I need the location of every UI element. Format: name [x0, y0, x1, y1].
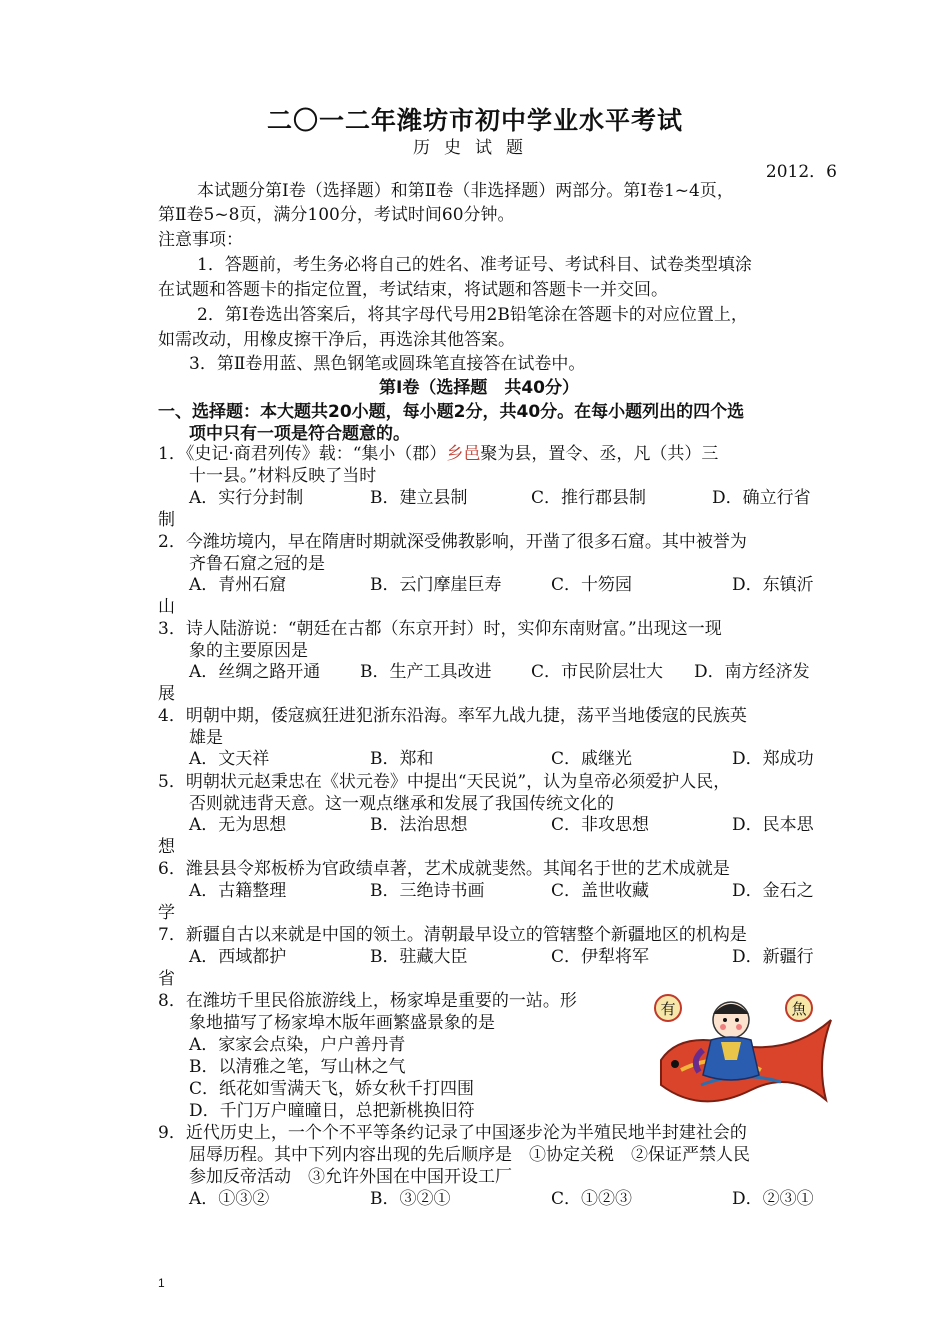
- q9-option-a: A．①③②: [189, 1189, 270, 1209]
- q7-option-wrap: 省: [158, 969, 175, 989]
- q1-text-b: 聚为县，置令、丞，凡（共）三: [480, 444, 719, 464]
- q9-option-b: B．③②①: [370, 1189, 451, 1209]
- q1-option-d: D．确立行省: [712, 488, 811, 508]
- question-4-stem: 4．明朝中期，倭寇疯狂进犯浙东沿海。率军九战九捷，荡平当地倭寇的民族英: [158, 706, 747, 726]
- nianhua-char-left: 有: [660, 1000, 676, 1018]
- q4-option-b: B．郑和: [370, 749, 434, 769]
- q8-option-b: B．以清雅之笔，写山林之气: [189, 1057, 406, 1077]
- q6-option-c: C．盖世收藏: [551, 881, 650, 901]
- q1-text-a: 1．《史记·商君列传》载：“集小（郡）: [158, 444, 447, 464]
- question-1-stem: [158, 443, 718, 465]
- q2-option-b: B．云门摩崖巨寿: [370, 575, 502, 595]
- q1-red-text: 乡邑: [446, 444, 481, 464]
- question-8-stem-2: 象地描写了杨家埠木版年画繁盛景象的是: [189, 1013, 495, 1033]
- question-6-stem: 6．潍县县令郑板桥为官政绩卓著，艺术成就斐然。其闻名于世的艺术成就是: [158, 859, 730, 879]
- question-2-stem: 2．今潍坊境内，早在隋唐时期就深受佛教影响，开凿了很多石窟。其中被誉为: [158, 532, 747, 552]
- section-heading: 第Ⅰ卷（选择题 共40分）: [379, 378, 579, 398]
- q3-option-d: D．南方经济发: [694, 662, 810, 682]
- boy-eye-right: [735, 1018, 739, 1022]
- q1-option-c: C．推行郡县制: [531, 488, 647, 508]
- q5-option-b: B．法治思想: [370, 815, 468, 835]
- q1-option-a: A．实行分封制: [189, 488, 304, 508]
- exam-title: 二〇一二年潍坊市初中学业水平考试: [266, 106, 683, 135]
- q5-option-a: A．无为思想: [189, 815, 287, 835]
- q9-option-c: C．①②③: [551, 1189, 633, 1209]
- nianhua-char-right: 魚: [791, 1000, 807, 1018]
- q3-option-wrap: 展: [158, 684, 175, 704]
- question-9-stem-3: 参加反帝活动 ③允许外国在中国开设工厂: [189, 1167, 512, 1187]
- intro-line-2: 第Ⅱ卷5~8页，满分100分，考试时间60分钟。: [158, 205, 515, 225]
- exam-date: 2012．6: [765, 162, 837, 182]
- q1-option-wrap: 制: [158, 510, 175, 530]
- notice-2b: 如需改动，用橡皮擦干净后，再选涂其他答案。: [158, 330, 515, 350]
- q2-option-d: D．东镇沂: [732, 575, 814, 595]
- question-9-stem: 9．近代历史上，一个个不平等条约记录了中国逐步沦为半殖民地半封建社会的: [158, 1123, 747, 1143]
- q8-option-c: C．纸花如雪满天飞，娇女秋千打四围: [189, 1079, 475, 1099]
- q2-option-wrap: 山: [158, 597, 175, 617]
- boy-cheek-left: [720, 1024, 726, 1030]
- notice-label: 注意事项：: [158, 230, 243, 250]
- question-5-stem: 5．明朝状元赵秉忠在《状元卷》中提出“天民说”，认为皇帝必须爱护人民，: [158, 772, 731, 792]
- q5-option-d: D．民本思: [732, 815, 814, 835]
- question-3-stem-2: 象的主要原因是: [189, 641, 308, 661]
- question-5-stem-2: 否则就违背天意。这一观点继承和发展了我国传统文化的: [189, 794, 614, 814]
- question-4-stem-2: 雄是: [189, 728, 223, 748]
- q3-option-c: C．市民阶层壮大: [531, 662, 664, 682]
- exam-subtitle: 历史试题: [413, 138, 537, 158]
- q4-option-c: C．戚继光: [551, 749, 633, 769]
- q4-option-d: D．郑成功: [732, 749, 814, 769]
- question-3-stem: 3．诗人陆游说：“朝廷在古都（东京开封）时，实仰东南财富。”出现这一现: [158, 619, 722, 639]
- q6-option-d: D．金石之: [732, 881, 814, 901]
- q5-option-c: C．非攻思想: [551, 815, 650, 835]
- intro-line-1: 本试题分第Ⅰ卷（选择题）和第Ⅱ卷（非选择题）两部分。第Ⅰ卷1~4页，: [197, 181, 734, 201]
- q1-option-b: B．建立县制: [370, 488, 468, 508]
- notice-1b: 在试题和答题卡的指定位置，考试结束，将试题和答题卡一并交回。: [158, 280, 668, 300]
- nianhua-illustration: [641, 990, 837, 1115]
- question-2-stem-2: 齐鲁石窟之冠的是: [189, 554, 325, 574]
- q8-option-d: D．千门万户曈曈日，总把新桃换旧符: [189, 1101, 475, 1121]
- page-number: 1: [158, 1276, 165, 1290]
- question-1-stem-2: 十一县。”材料反映了当时: [189, 466, 377, 486]
- q6-option-wrap: 学: [158, 903, 175, 923]
- question-8-stem: 8．在潍坊千里民俗旅游线上，杨家埠是重要的一站。形: [158, 991, 577, 1011]
- section-instruction-1: 一、选择题：本大题共20小题，每小题2分，共40分。在每小题列出的四个选: [158, 402, 745, 422]
- q2-option-c: C．十笏园: [551, 575, 633, 595]
- question-7-stem: 7．新疆自古以来就是中国的领土。清朝最早设立的管辖整个新疆地区的机构是: [158, 925, 747, 945]
- notice-1a: 1．答题前，考生务必将自己的姓名、准考证号、考试科目、试卷类型填涂: [197, 255, 752, 275]
- q7-option-a: A．西域都护: [189, 947, 287, 967]
- question-9-stem-2: 屈辱历程。其中下列内容出现的先后顺序是 ①协定关税 ②保证严禁人民: [189, 1145, 750, 1165]
- section-instruction-2: 项中只有一项是符合题意的。: [189, 424, 410, 444]
- q7-option-c: C．伊犁将军: [551, 947, 650, 967]
- q9-option-d: D．②③①: [732, 1189, 814, 1209]
- q7-option-d: D．新疆行: [732, 947, 814, 967]
- notice-2a: 2．第Ⅰ卷选出答案后，将其字母代号用2B铅笔涂在答题卡的对应位置上，: [197, 305, 748, 325]
- q3-option-a: A．丝绸之路开通: [189, 662, 321, 682]
- q3-option-b: B．生产工具改进: [360, 662, 492, 682]
- boy-cheek-right: [736, 1024, 742, 1030]
- boy-hair: [713, 1004, 749, 1014]
- q4-option-a: A．文天祥: [189, 749, 270, 769]
- q6-option-b: B．三绝诗书画: [370, 881, 485, 901]
- notice-3: 3．第Ⅱ卷用蓝、黑色钢笔或圆珠笔直接答在试卷中。: [189, 354, 586, 374]
- q8-option-a: A．家家会点染，户户善丹青: [189, 1035, 406, 1055]
- boy-eye-left: [723, 1018, 727, 1022]
- q6-option-a: A．古籍整理: [189, 881, 287, 901]
- q5-option-wrap: 想: [158, 837, 175, 857]
- q7-option-b: B．驻藏大臣: [370, 947, 468, 967]
- fish-eye: [671, 1060, 679, 1068]
- q2-option-a: A．青州石窟: [189, 575, 287, 595]
